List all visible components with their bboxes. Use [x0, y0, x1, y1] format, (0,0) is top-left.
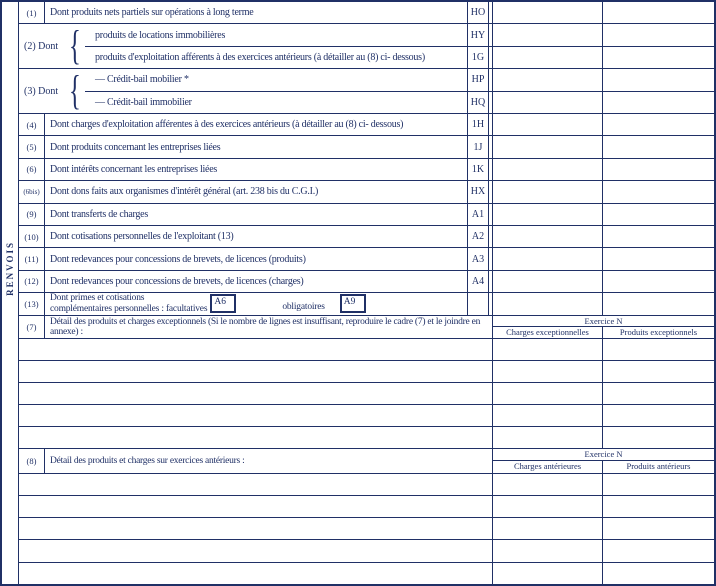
produits-cell[interactable]: [603, 496, 714, 517]
detail-description-cell[interactable]: [19, 339, 493, 360]
row-number: (4): [19, 114, 45, 135]
detail-row: [19, 405, 714, 427]
amount-cell-col2[interactable]: [603, 181, 714, 202]
row-label: Dont redevances pour concessions de brevets, de licences (charges): [50, 275, 304, 287]
column-headers: [493, 327, 714, 338]
produits-cell[interactable]: [603, 474, 714, 495]
row-2-group: [19, 24, 714, 69]
code-box: 1H: [467, 114, 489, 135]
row-label: Dont transferts de charges: [50, 208, 149, 220]
amount-cell-col1[interactable]: [492, 204, 603, 225]
row-label: produits d'exploitation afférents à des exercices antérieurs (à détailler au (8) ci- dessous): [95, 52, 425, 63]
detail-description-cell[interactable]: [19, 474, 493, 495]
amount-cell-col2[interactable]: [603, 47, 714, 68]
code-box: A2: [467, 226, 489, 247]
row-9: [19, 204, 714, 226]
detail-description-cell[interactable]: [19, 518, 493, 539]
subrow: [85, 47, 714, 68]
row-12: [19, 271, 714, 293]
column-headers: [493, 461, 714, 473]
amount-cell-col2[interactable]: [603, 248, 714, 269]
row-label: Dont intérêts concernant les entreprises liées: [50, 163, 218, 175]
row-number: (5): [19, 136, 45, 157]
row-number: (11): [19, 248, 45, 269]
amount-cell-col1[interactable]: [492, 136, 603, 157]
amount-cell-col2[interactable]: [603, 24, 714, 45]
row-number: (8): [19, 449, 45, 473]
detail-row: [19, 383, 714, 405]
group-head: [19, 69, 85, 113]
amount-cell-col2[interactable]: [603, 159, 714, 180]
row-number: (7): [19, 316, 45, 338]
code-box: A1: [467, 204, 489, 225]
row-label: Dont produits concernant les entreprises liées: [50, 141, 221, 153]
section-8-header: [19, 449, 714, 474]
row-10: [19, 226, 714, 248]
row-13: [19, 293, 714, 315]
row-number: (9): [19, 204, 45, 225]
charges-anterieures-header: Charges antérieures: [493, 461, 603, 473]
charges-cell[interactable]: [493, 427, 603, 448]
code-box: HO: [467, 2, 489, 23]
row-label: Dont charges d'exploitation afférentes à des exercices antérieurs (à détailler au (8) ci- dessous): [50, 119, 404, 131]
form-body: [19, 2, 714, 584]
section-7-header: [19, 316, 714, 339]
row-number: (10): [19, 226, 45, 247]
row-3-group: [19, 69, 714, 114]
amount-cell-col2[interactable]: [603, 69, 714, 90]
charges-cell[interactable]: [493, 339, 603, 360]
row-label-line2: complémentaires personnelles : facultatives: [50, 303, 208, 314]
row-label: [50, 293, 207, 314]
produits-cell[interactable]: [603, 383, 714, 404]
charges-exceptionnelles-header: Charges exceptionnelles: [493, 327, 603, 338]
brace-glyph: {: [69, 22, 82, 69]
code-box: 1J: [467, 136, 489, 157]
detail-description-cell[interactable]: [19, 427, 493, 448]
amount-cell-col1[interactable]: [492, 248, 603, 269]
charges-cell[interactable]: [493, 540, 603, 561]
code-box: A4: [467, 271, 489, 292]
row-number: (6): [19, 159, 45, 180]
amount-cell-col1[interactable]: [492, 271, 603, 292]
row-label: — Crédit-bail immobilier: [95, 96, 192, 108]
code-box: A3: [467, 248, 489, 269]
row-label-line1: Dont primes et cotisations: [50, 293, 145, 304]
amount-cell-col1[interactable]: [492, 2, 603, 23]
group-head-label: (3) Dont: [24, 85, 59, 97]
amount-cell-col2[interactable]: [603, 136, 714, 157]
code-box: HY: [467, 24, 489, 45]
charges-cell[interactable]: [493, 474, 603, 495]
row-label-composite: [45, 293, 467, 314]
detail-description-cell[interactable]: [19, 361, 493, 382]
section-8-label: Détail des produits et charges sur exercices antérieurs :: [50, 455, 245, 466]
code-box-facultatives: A6: [210, 294, 236, 313]
amount-cell-col1[interactable]: [492, 293, 603, 314]
amount-cell-col2[interactable]: [603, 2, 714, 23]
section-8-left: [19, 449, 493, 473]
amount-cell-col2[interactable]: [603, 114, 714, 135]
produits-cell[interactable]: [603, 361, 714, 382]
brace-glyph: {: [69, 67, 82, 114]
produits-cell[interactable]: [603, 405, 714, 426]
detail-description-cell[interactable]: [19, 405, 493, 426]
section-8: [19, 449, 714, 585]
row-number: (6bis): [19, 181, 45, 202]
amount-cell-col1[interactable]: [492, 114, 603, 135]
code-box: HP: [467, 69, 489, 90]
row-4: [19, 114, 714, 136]
detail-row: [19, 563, 714, 584]
row-label: Dont cotisations personnelles de l'exploitant (13): [50, 231, 234, 243]
amount-cell-col2[interactable]: [603, 92, 714, 113]
code-box-empty: [467, 293, 489, 314]
produits-cell[interactable]: [603, 563, 714, 584]
subrow: [85, 24, 714, 46]
amount-cell-col1[interactable]: [492, 92, 603, 113]
row-6bis: [19, 181, 714, 203]
amount-cell-col1[interactable]: [492, 181, 603, 202]
amount-cell-col2[interactable]: [603, 293, 714, 314]
charges-cell[interactable]: [493, 405, 603, 426]
charges-cell[interactable]: [493, 361, 603, 382]
row-label: Dont redevances pour concessions de brevets, de licences (produits): [50, 253, 306, 265]
group-head-label: (2) Dont: [24, 40, 59, 52]
side-strip: [2, 2, 19, 584]
charges-cell[interactable]: [493, 518, 603, 539]
section-7-left: [19, 316, 493, 338]
detail-row: [19, 361, 714, 383]
detail-row: [19, 518, 714, 540]
amount-cell-col1[interactable]: [492, 69, 603, 90]
section-7-table-header: [493, 316, 714, 338]
detail-row: [19, 496, 714, 518]
side-label: RENVOIS: [5, 240, 15, 296]
exercice-n-header: Exercice N: [493, 316, 714, 328]
row-number: (12): [19, 271, 45, 292]
amount-cell-col2[interactable]: [603, 226, 714, 247]
amount-cell-col2[interactable]: [603, 271, 714, 292]
row-label: Dont produits nets partiels sur opérations à long terme: [50, 7, 254, 19]
code-box: 1G: [467, 47, 489, 68]
amount-cell-col1[interactable]: [492, 159, 603, 180]
exercice-n-header: Exercice N: [493, 449, 714, 462]
section-7-label: Détail des produits et charges exceptionnels (Si le nombre de lignes est insuffisant, reproduire le cadre (7) et le joindre en annexe) :: [50, 316, 481, 337]
amount-cell-col1[interactable]: [492, 47, 603, 68]
charges-cell[interactable]: [493, 563, 603, 584]
row-6: [19, 159, 714, 181]
produits-anterieurs-header: Produits antérieurs: [626, 461, 691, 471]
group-head: [19, 24, 85, 68]
detail-description-cell[interactable]: [19, 496, 493, 517]
produits-exceptionnels-header: Produits exceptionnels: [619, 327, 698, 337]
code-box: 1K: [467, 159, 489, 180]
amount-cell-col2[interactable]: [603, 204, 714, 225]
code-box: HQ: [467, 92, 489, 113]
row-label: Dont dons faits aux organismes d'intérêt général (art. 238 bis du C.G.I.): [50, 186, 319, 198]
code-box-obligatoires: A9: [340, 294, 366, 313]
charges-cell[interactable]: [493, 383, 603, 404]
section-8-table-header: [493, 449, 714, 473]
code-box: HX: [467, 181, 489, 202]
detail-row: [19, 339, 714, 361]
produits-cell[interactable]: [603, 339, 714, 360]
detail-description-cell[interactable]: [19, 540, 493, 561]
row-1: [19, 2, 714, 24]
row-label: produits de locations immobilières: [95, 29, 226, 41]
row-number: (1): [19, 2, 45, 23]
amount-cell-col1[interactable]: [492, 24, 603, 45]
detail-row: [19, 474, 714, 496]
detail-description-cell[interactable]: [19, 563, 493, 584]
amount-cell-col1[interactable]: [492, 226, 603, 247]
group-subrows: [85, 69, 714, 113]
produits-cell[interactable]: [603, 427, 714, 448]
detail-row: [19, 540, 714, 562]
detail-description-cell[interactable]: [19, 383, 493, 404]
row-11: [19, 248, 714, 270]
row-number: (13): [19, 293, 45, 314]
produits-cell[interactable]: [603, 518, 714, 539]
subrow: [85, 92, 714, 113]
detail-row: [19, 427, 714, 449]
row-label: — Crédit-bail mobilier *: [95, 74, 189, 86]
subrow: [85, 69, 714, 91]
obligatoires-label: obligatoires: [282, 301, 325, 312]
charges-cell[interactable]: [493, 496, 603, 517]
row-5: [19, 136, 714, 158]
produits-cell[interactable]: [603, 540, 714, 561]
group-subrows: [85, 24, 714, 68]
